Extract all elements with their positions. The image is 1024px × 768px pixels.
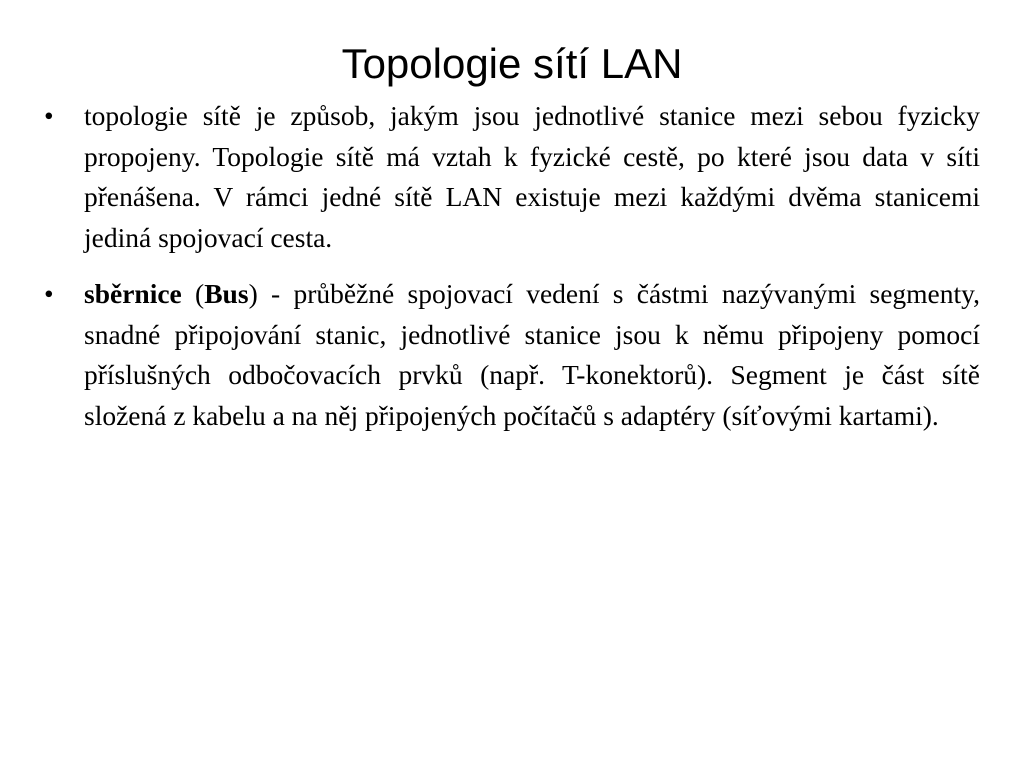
bullet-item-bus <box>44 274 980 436</box>
bullet-list <box>44 96 980 452</box>
bullet-term: sběrnice <box>84 278 182 309</box>
bullet-item-topology <box>44 96 980 258</box>
slide-title: Topologie sítí LAN <box>341 40 683 87</box>
bullet-term-paren-open: ( <box>181 278 205 309</box>
bullet-text: topologie sítě je způsob, jakým jsou jednotlivé stanice mezi sebou fyzicky propojeny. Topologie sítě má vztah k fyzické cestě, po které jsou data v síti přenášena. V rámci jedné sítě LAN existuje mezi každými dvěma stanicemi jediná spojovací cesta. <box>84 100 980 253</box>
bullet-icon: • <box>44 100 54 131</box>
bullet-icon: • <box>44 278 54 309</box>
bullet-text: - průběžné spojovací vedení s částmi nazývanými segmenty, snadné připojování stanic, jednotlivé stanice jsou k němu připojeny pomocí příslušných odbočovacích prvků (např. T-konektorů). Segment je část sítě složená z kabelu a na něj připojených počítačů s adaptéry (síťovými kartami). <box>84 278 980 431</box>
bullet-term-paren-close: ) <box>248 278 258 309</box>
bullet-term-english: Bus <box>204 278 249 309</box>
